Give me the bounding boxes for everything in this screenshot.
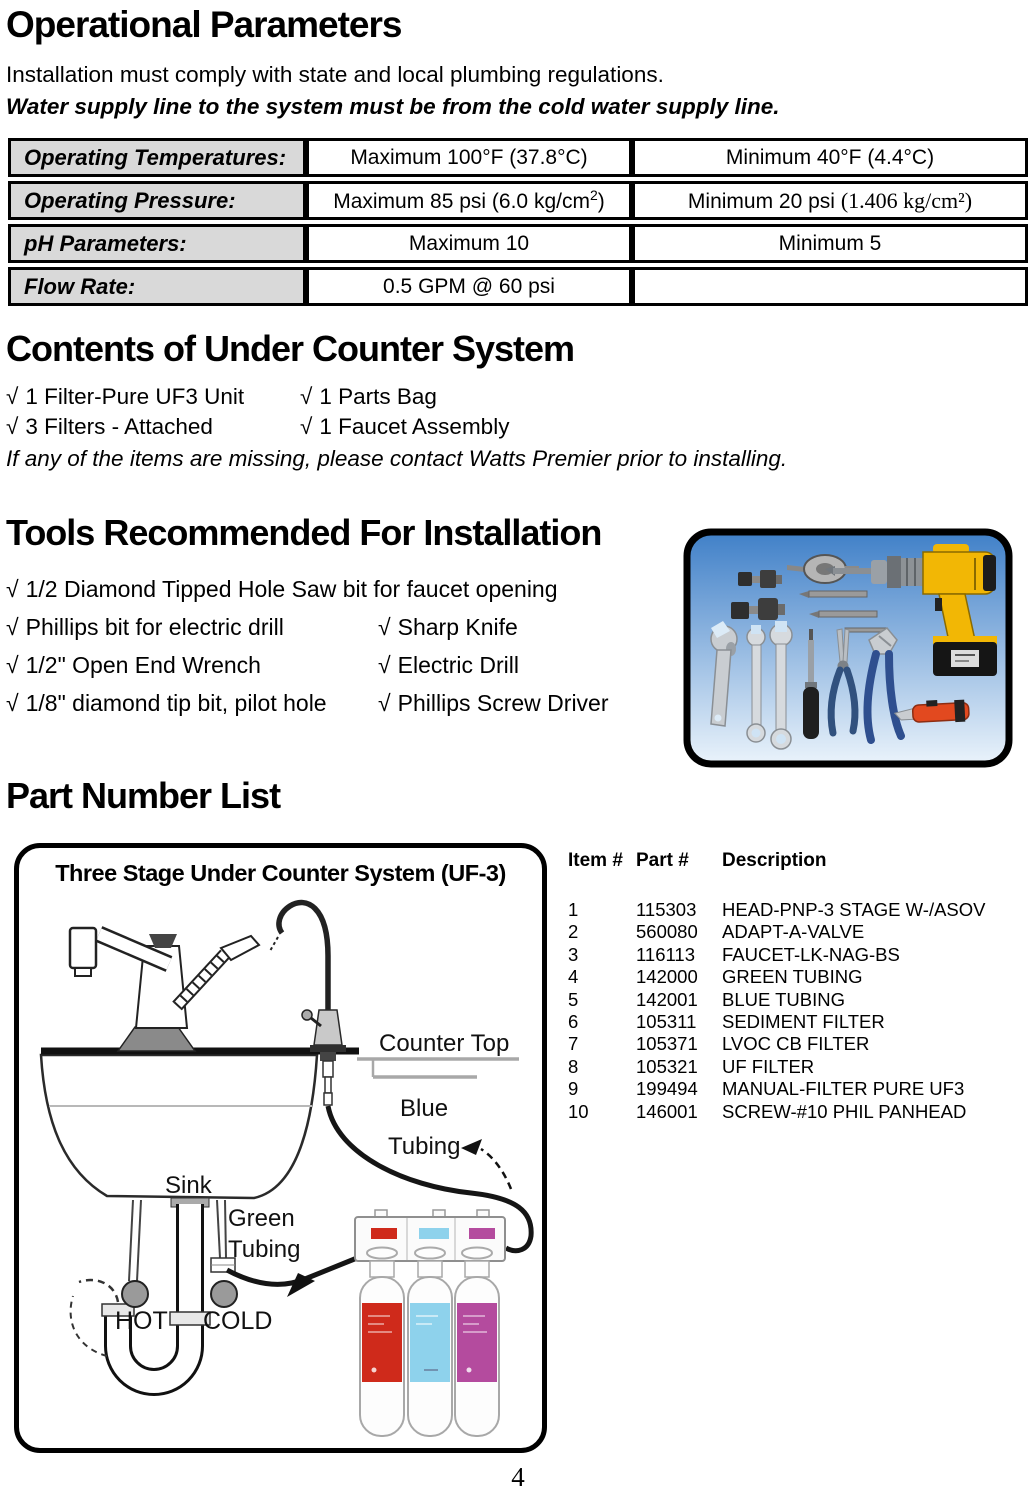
label-green-1: Green — [228, 1205, 295, 1232]
check-mark-icon: √ — [6, 414, 19, 439]
table-row: 5 142001 BLUE TUBING — [568, 988, 846, 1010]
diagram-title: Three Stage Under Counter System (UF-3) — [55, 860, 506, 886]
missing-items-note: If any of the items are missing, please contact Watts Premier prior to installing. — [6, 446, 788, 471]
row-label: Operating Pressure: — [8, 181, 306, 220]
blue-tubing-arrow — [461, 1139, 511, 1189]
hot-valve — [122, 1281, 148, 1307]
kitchen-faucet — [70, 928, 259, 1051]
list-item — [6, 614, 676, 652]
row-label: Flow Rate: — [8, 267, 306, 306]
max-value: Maximum 10 — [306, 224, 632, 263]
filter-cartridge-uf — [455, 1261, 499, 1436]
table-row: 8 105321 UF FILTER — [568, 1055, 815, 1077]
label-hot: HOT — [115, 1307, 168, 1335]
check-mark-icon: √ — [6, 690, 19, 716]
table-row: 9 199494 MANUAL-FILTER PURE UF3 — [568, 1078, 965, 1100]
check-mark-icon: √ — [6, 576, 19, 602]
label-green-2: Tubing — [228, 1236, 301, 1263]
table-row: 4 142000 GREEN TUBING — [568, 966, 863, 988]
label-sink: Sink — [165, 1172, 212, 1199]
check-mark-icon: √ — [6, 384, 19, 409]
contents-checklist — [6, 384, 706, 444]
section-title-operational-parameters: Operational Parameters — [6, 4, 402, 45]
faucet-shank — [320, 1052, 336, 1105]
faucet-handle — [302, 1010, 312, 1020]
operational-parameters-table — [8, 134, 1028, 310]
under-counter-diagram — [19, 848, 542, 1448]
max-value: Maximum 100°F (37.8°C) — [306, 138, 632, 177]
label-blue-2: Tubing — [388, 1133, 461, 1160]
section-title-tools: Tools Recommended For Installation — [6, 512, 602, 553]
min-value: Minimum 5 — [632, 224, 1028, 263]
cold-valve — [211, 1281, 237, 1307]
section-title-contents: Contents of Under Counter System — [6, 328, 575, 369]
hot-supply — [122, 1200, 148, 1307]
column-header-part: Part # — [636, 850, 689, 871]
tool-item-label: 1/2 Diamond Tipped Hole Saw bit for faucet opening — [25, 576, 558, 602]
table-row: 10 146001 SCREW-#10 PHIL PANHEAD — [568, 1100, 967, 1122]
list-item — [6, 690, 676, 728]
sprayer-wand — [177, 936, 259, 1006]
content-item-label: 1 Filter-Pure UF3 Unit — [25, 384, 245, 409]
table-row: 1 115303 HEAD-PNP-3 STAGE W-/ASOV — [568, 899, 986, 920]
section-title-part-number-list: Part Number List — [6, 775, 281, 816]
table-row — [8, 224, 1028, 263]
tool-item-label: Electric Drill — [397, 652, 520, 678]
check-mark-icon: √ — [378, 652, 391, 678]
check-mark-icon: √ — [300, 414, 313, 439]
check-mark-icon: √ — [300, 384, 313, 409]
content-item-label: 1 Faucet Assembly — [319, 414, 510, 439]
list-item — [6, 384, 706, 414]
content-item-label: 3 Filters - Attached — [25, 414, 213, 439]
table-row — [8, 181, 1028, 220]
label-cold: COLD — [203, 1307, 273, 1335]
table-row: 7 105371 LVOC CB FILTER — [568, 1033, 870, 1055]
table-row: 2 560080 ADAPT-A-VALVE — [568, 921, 865, 943]
column-header-description: Description — [722, 850, 827, 871]
max-value: Maximum 85 psi (6.0 $kg/cm^2$) — [306, 181, 632, 220]
system-diagram — [14, 843, 547, 1453]
min-value: Minimum 40°F (4.4°C) — [632, 138, 1028, 177]
carbon-tab — [419, 1228, 449, 1239]
list-item — [6, 576, 676, 614]
table-row: 6 105311 SEDIMENT FILTER — [568, 1011, 885, 1033]
tool-item-label: Phillips Screw Driver — [397, 690, 609, 716]
sediment-tab — [371, 1228, 397, 1239]
label-blue-1: Blue — [400, 1095, 449, 1122]
tool-item-label: 1/2" Open End Wrench — [25, 652, 261, 678]
part-table-rows — [568, 899, 1018, 1123]
drinking-faucet — [270, 903, 346, 1052]
row-label: pH Parameters: — [8, 224, 306, 263]
min-value: Minimum 20 psi (1.406 kg/cm²) — [632, 181, 1028, 220]
table-row — [8, 138, 1028, 177]
tool-item-label: 1/8" diamond tip bit, pilot hole — [25, 690, 327, 716]
cold-water-warning: Water supply line to the system must be from the cold water supply line. — [6, 94, 780, 119]
tools-illustration — [683, 528, 1013, 768]
tools-checklist — [6, 576, 676, 728]
regulations-note: Installation must comply with state and local plumbing regulations. — [6, 62, 664, 87]
check-mark-icon: √ — [378, 614, 391, 640]
table-row: 3 116113 FAUCET-LK-NAG-BS — [568, 943, 900, 965]
content-item-label: 1 Parts Bag — [319, 384, 437, 409]
filter-cartridge-carbon — [408, 1261, 452, 1436]
check-mark-icon: √ — [6, 652, 19, 678]
min-value — [632, 267, 1028, 306]
column-header-item: Item # — [568, 850, 623, 871]
tool-item-label: Sharp Knife — [397, 614, 518, 640]
part-number-table — [568, 850, 1018, 1123]
page-number: 4 — [511, 1462, 525, 1492]
tool-item-label: Phillips bit for electric drill — [25, 614, 284, 640]
tools-photo — [683, 528, 1013, 768]
check-mark-icon: √ — [378, 690, 391, 716]
filter-unit — [355, 1210, 505, 1436]
label-counter-top: Counter Top — [379, 1030, 510, 1057]
uf-tab — [469, 1228, 495, 1239]
table-row — [8, 267, 1028, 306]
max-value: 0.5 GPM @ 60 psi — [306, 267, 632, 306]
list-item — [6, 652, 676, 690]
check-mark-icon: √ — [6, 614, 19, 640]
part-table-header — [568, 850, 1018, 872]
filter-cartridge-sediment — [360, 1261, 404, 1436]
row-label: Operating Temperatures: — [8, 138, 306, 177]
list-item — [6, 414, 706, 444]
